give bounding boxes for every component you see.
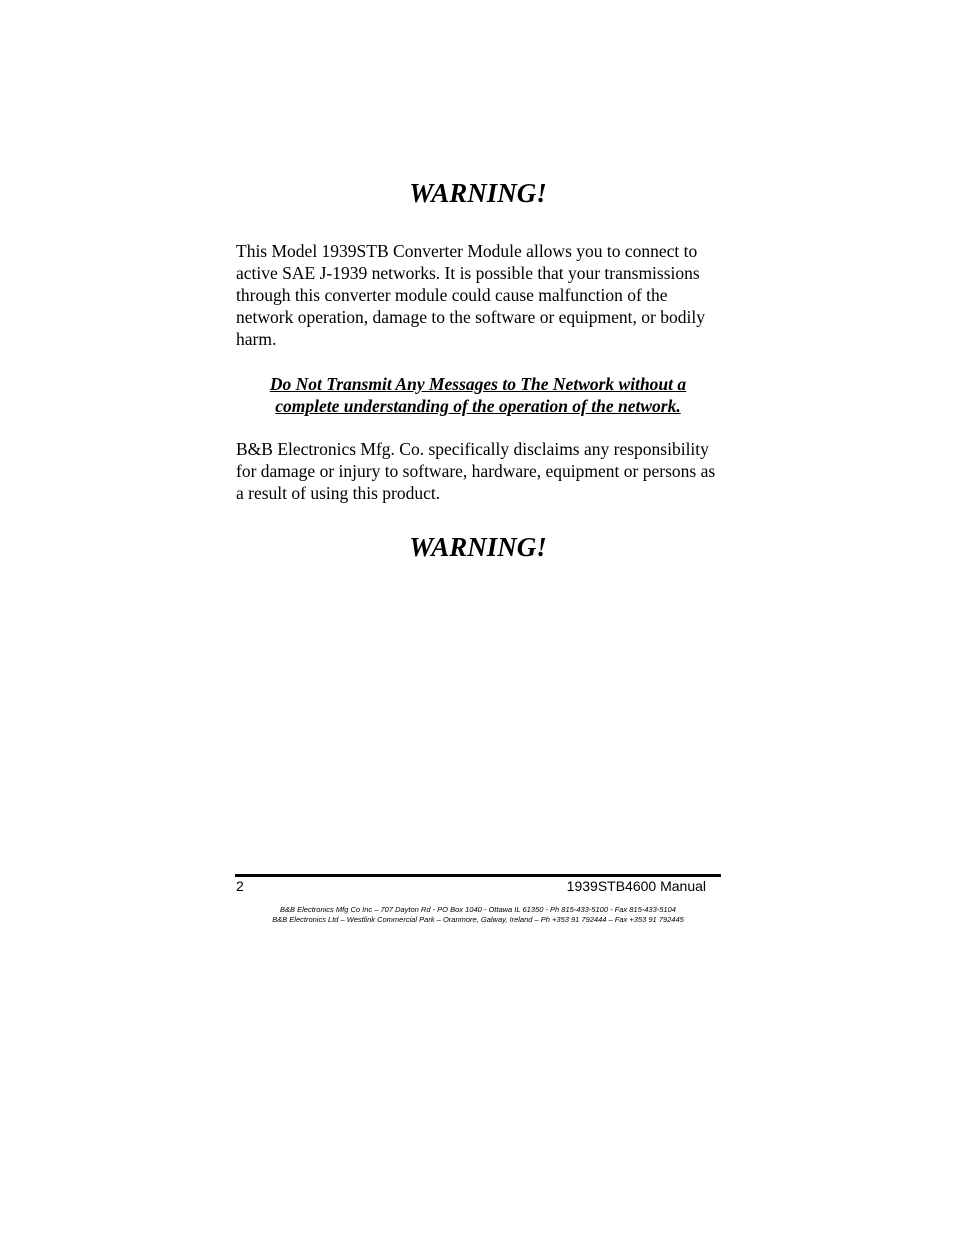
manual-title: 1939STB4600 Manual — [566, 878, 706, 894]
footer-address-ireland: B&B Electronics Ltd – Westlink Commercial Park – Oranmore, Galway, Ireland – Ph +353 91 792444 – Fax +353 91 792445 — [272, 915, 684, 924]
page-number: 2 — [236, 878, 244, 894]
warning-heading-bottom: WARNING! — [409, 532, 547, 562]
disclaimer-paragraph: B&B Electronics Mfg. Co. specifically disclaims any responsibility for damage or injury to software, hardware, equipment or persons as a result of using this product. — [236, 439, 716, 503]
caution-line-2: complete understanding of the operation of the network. — [275, 396, 681, 416]
intro-paragraph: This Model 1939STB Converter Module allows you to connect to active SAE J-1939 networks. It is possible that your transmissions through this converter module could cause malfunction of the network operation, damage to the software or equipment, or bodily harm. — [236, 241, 705, 349]
caution-statement — [236, 373, 720, 417]
footer-address-us: B&B Electronics Mfg Co Inc – 707 Dayton Rd - PO Box 1040 - Ottawa IL 61350 - Ph 815-433-5100 - Fax 815-433-5104 — [280, 905, 676, 914]
warning-heading-top: WARNING! — [409, 178, 547, 208]
caution-line-1: Do Not Transmit Any Messages to The Network without a — [269, 374, 687, 394]
footer-divider — [235, 874, 721, 877]
